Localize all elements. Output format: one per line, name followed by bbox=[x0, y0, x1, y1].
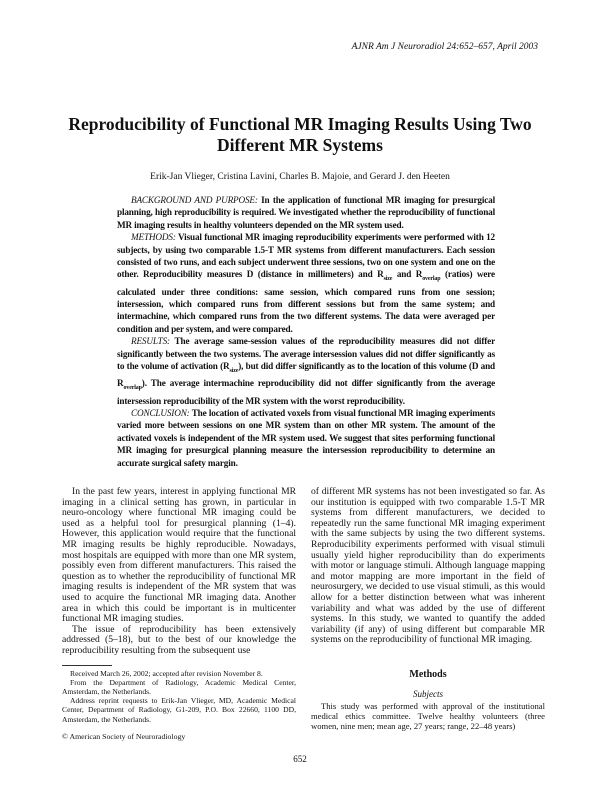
results-label: RESULTS: bbox=[131, 336, 170, 347]
methods-heading: Methods bbox=[409, 668, 447, 680]
conclusion-label: CONCLUSION: bbox=[131, 407, 190, 418]
body-paragraph: of different MR systems has not been investigated so far. As our institution is equipped with two comparable 1.5-T MR systems from different manufacturers, we decided to repeatedly run the same functional MR imaging experiment with the same subjects by using the two different systems. Reproducibility experiments performed with visual stimuli usually yield higher reproducibility than do experiments with motor or language stimuli. Although language mapping and motor mapping are more important in the field of neurosurgery, we decided to use visual stimuli, as this would allow for a better distinction between what was inherent variability and what was added by the use of different systems. In this study, we wanted to quantify the added variability (if any) of using different but comparable MR systems on the reproducibility of functional MR imaging. bbox=[311, 486, 545, 646]
methods-text: (ratios) were calculated under three conditions: same session, which compared runs from one session; intersession, which compared runs from different sessions but from the same system; and intermachine, which compared runs from the two different systems. The data were averaged per condition and per system, and were compared. bbox=[117, 269, 495, 334]
body-paragraph: The issue of reproducibility has been extensively addressed (5–18), but to the best of our knowledge the reproducibility resulting from the subsequent use bbox=[62, 623, 296, 656]
right-column bbox=[311, 487, 545, 731]
abstract-results bbox=[117, 335, 495, 407]
footnote-affiliation: From the Department of Radiology, Academic Medical Center, Amsterdam, the Netherlands. bbox=[62, 677, 296, 696]
subjects-heading: Subjects bbox=[413, 688, 443, 699]
page-number: 652 bbox=[293, 754, 307, 765]
body-paragraph: This study was performed with approval of the institutional medical ethics committee. Twelve healthy volunteers (three women, nine men; mean age, 27 years; range, 22–48 years) bbox=[311, 701, 545, 732]
subscript: size bbox=[229, 367, 239, 374]
body-paragraph: In the past few years, interest in applying functional MR imaging in a clinical setting has grown, in particular in neuro-oncology where functional MR imaging could be used as a helpful tool for presurgical planning (1–4). However, this application would require that the functional MR imaging results be highly reproducible. Nowadays, most hospitals are equipped with more than one MR system, possibly even from different manufacturers. This raised the question as to whether the reproducibility of functional MR imaging results is independent of the MR system that was used to acquire the functional MR imaging data. Another area in which this could be important is in multicenter functional MR imaging studies. bbox=[62, 486, 296, 625]
abstract-background bbox=[117, 194, 495, 231]
body-columns bbox=[62, 487, 545, 742]
results-text: The average same-session values of the reproducibility measures did not differ significantly between the two systems. The average intersession values did not differ significantly as to the volume of activation (R bbox=[117, 336, 495, 372]
methods-text: and R bbox=[392, 269, 423, 280]
methods-label: METHODS: bbox=[131, 232, 176, 243]
results-text: ). The average intermachine reproducibility did not differ significantly from the average intersession reproducibility of the MR system with the worst reproducibility. bbox=[117, 378, 495, 406]
subscript: size bbox=[383, 276, 393, 283]
article-title: Reproducibility of Functional MR Imaging Results Using Two Different MR Systems bbox=[68, 114, 532, 155]
footnote-received: Received March 26, 2002; accepted after revision November 8. bbox=[70, 668, 263, 678]
abstract-methods bbox=[117, 231, 495, 335]
conclusion-text: The location of activated voxels from visual functional MR imaging experiments varied more between sessions on one MR system than on other MR system. The amount of the activated voxels is independent of the MR system used. We suggest that sites performing functional MR imaging for presurgical planning measure the intersession reproducibility to determine an accurate surgical safety margin. bbox=[117, 407, 495, 468]
subscript: overlap bbox=[422, 276, 441, 283]
footnotes bbox=[62, 669, 296, 724]
copyright: © American Society of Neuroradiology bbox=[62, 731, 186, 741]
subscript: overlap bbox=[123, 385, 142, 392]
abstract-conclusion bbox=[117, 407, 495, 469]
methods-text: Visual functional MR imaging reproducibility experiments were performed with 12 subjects, by using two comparable 1.5-T MR systems from different manufacturers. Each session consisted of two runs, and each subject underwent three sessions, two on one system and one on the other. Reproducibility measures D (distance in millimeters) and R bbox=[117, 232, 495, 280]
abstract bbox=[117, 194, 495, 469]
footnote-address: Address reprint requests to Erik-Jan Vlieger, MD, Academic Medical Center, Department of Radiology, G1-209, P.O. Box 22660, 1100 DD, Amsterdam, the Netherlands. bbox=[62, 696, 296, 724]
author-list: Erik-Jan Vlieger, Cristina Lavini, Charles B. Majoie, and Gerard J. den Heeten bbox=[150, 172, 450, 182]
results-text: ), but did differ significantly as to the location of this volume (D and R bbox=[117, 361, 495, 389]
footnote-divider bbox=[62, 665, 112, 666]
background-label: BACKGROUND AND PURPOSE: bbox=[131, 195, 258, 205]
journal-citation: AJNR Am J Neuroradiol 24:652–657, April 2003 bbox=[351, 42, 538, 52]
left-column bbox=[62, 487, 296, 742]
background-text: In the application of functional MR imaging for presurgical planning, high reproducibility is required. We investigated whether the reproducibility of functional MR imaging results in healthy volunteers depended on the MR system used. bbox=[117, 195, 495, 230]
